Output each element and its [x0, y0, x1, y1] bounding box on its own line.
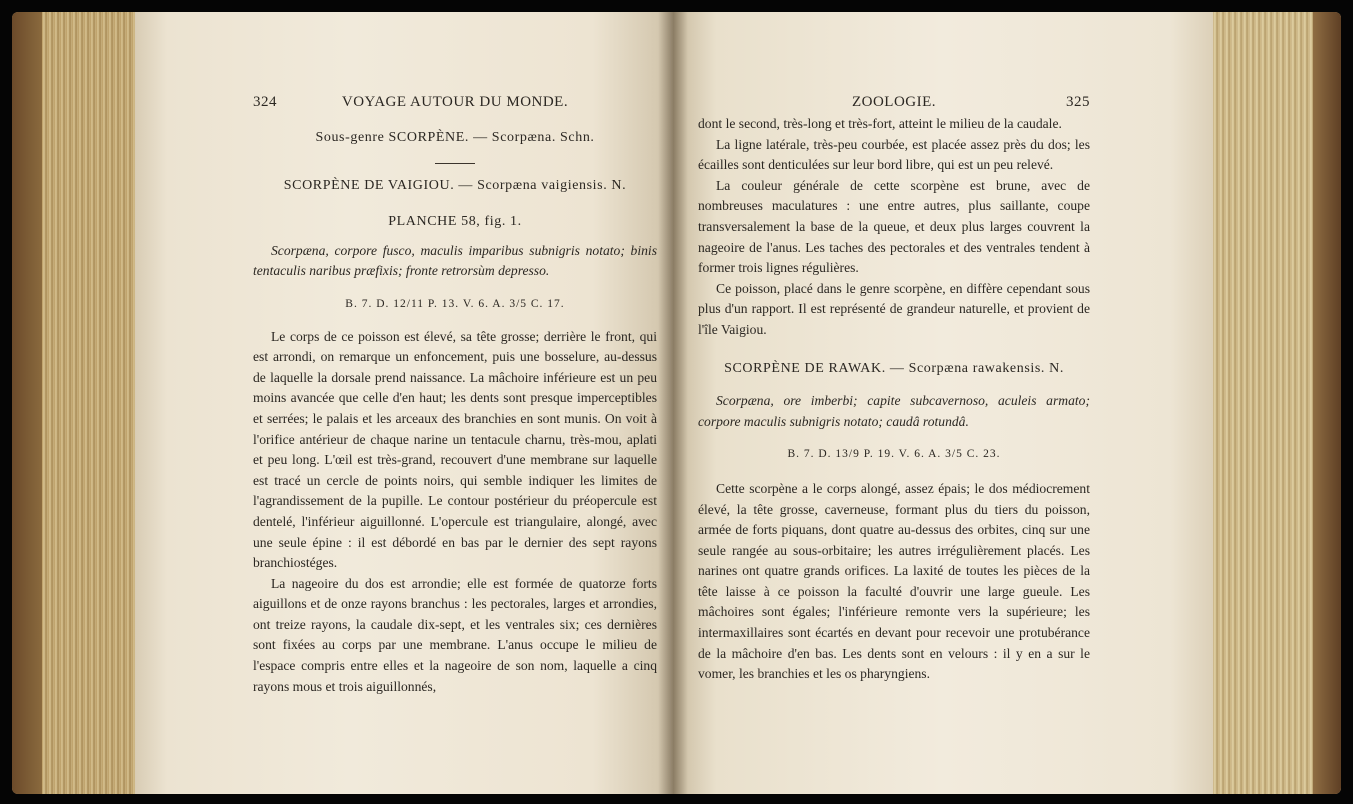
right-page-block-edge	[1201, 12, 1341, 794]
plate-reference: PLANCHE 58, fig. 1.	[388, 214, 522, 230]
right-running-head	[698, 92, 1090, 114]
divider-rule	[435, 163, 475, 164]
paragraph: Ce poisson, placé dans le genre scorpène, en diffère cependant sous plus d'un rapport. Il est représenté de grandeur naturelle, et provient de l'île Vaigiou.	[698, 280, 1090, 337]
paragraph: La couleur générale de cette scorpène est brune, avec de nombreuses maculatures : une entre autres, plus saillante, coupe transversalement la base de la queue, et deux plus larges couvrent la nageoire de l'anus. Les taches des pectorales et des ventrales tendent à former trois lignes régulières.	[698, 177, 1090, 276]
fin-formula-vaigiou: B. 7. D. 12/11 P. 13. V. 6. A. 3/5 C. 17.	[345, 297, 565, 310]
left-page-block-edge	[12, 12, 142, 794]
paragraph: dont le second, très-long et très-fort, atteint le milieu de la caudale.	[698, 116, 1062, 131]
left-page	[135, 12, 673, 794]
species-heading-vaigiou: SCORPÈNE DE VAIGIOU. — Scorpæna vaigiensis. N.	[283, 177, 627, 193]
species-heading-rawak: SCORPÈNE DE RAWAK. — Scorpæna rawakensis. N.	[724, 360, 1064, 376]
latin-diagnosis-rawak: Scorpæna, ore imberbi; capite subcavernoso, aculeis armato; corpore maculis subnigris notato; caudâ rotundâ.	[698, 393, 1090, 429]
left-running-head	[253, 92, 657, 114]
right-page	[673, 12, 1213, 794]
subgenus-heading: Sous-genre SCORPÈNE. — Scorpæna. Schn.	[315, 130, 595, 145]
fin-formula-rawak: B. 7. D. 13/9 P. 19. V. 6. A. 3/5 C. 23.	[787, 448, 1001, 461]
latin-diagnosis-vaigiou: Scorpæna, corpore fusco, maculis imparibus subnigris notato; binis tentaculis naribus præfixis; fronte retrorsùm depresso.	[253, 242, 657, 279]
right-running-title: ZOOLOGIE.	[851, 94, 937, 110]
left-page-number: 324	[253, 94, 277, 110]
paragraph: Cette scorpène a le corps alongé, assez épais; le dos médiocrement élevé, la tête grosse, caverneuse, formant plus du tiers du poisson, armée de forts piquans, dont quatre au-dessus des orbites, cinq sur une seule rangée au sous-orbitaire; les autres irrégulièrement placés. Les narines ont quatre grands orifices. La laxité de toutes les pièces de la tête laisse à ce poisson la faculté d'ouvrir une large gueule. Les mâchoires sont égales; l'inférieure remonte vers la supérieure; les intermaxillaires sont écartés en devant pour recevoir une protubérance de la mâchoire d'en bas. Les dents sont en velours : il y en a sur le vomer, les branchies et les os pharyngiens.	[698, 480, 1090, 682]
left-running-title: VOYAGE AUTOUR DU MONDE.	[341, 94, 569, 110]
left-page-content	[253, 92, 657, 697]
paragraph: La nageoire du dos est arrondie; elle est formée de quatorze forts aiguillons et de onze rayons branchus : les pectorales, larges et arrondies, ont treize rayons, la caudale dix-sept, et les ventrales six; ces dernières sont fixées au corps par une membrane. L'anus occupe le milieu de l'espace compris entre elles et la nageoire de son nom, laquelle a cinq rayons mous et trois aiguillonnés,	[253, 575, 657, 694]
right-page-content	[698, 92, 1090, 685]
right-page-number: 325	[1066, 94, 1090, 110]
book-gutter	[658, 12, 688, 794]
paragraph: La ligne latérale, très-peu courbée, est placée assez près du dos; les écailles sont denticulées sur leur bord libre, qui est un peu relevé.	[698, 136, 1090, 173]
paragraph: Le corps de ce poisson est élevé, sa tête grosse; derrière le front, qui est arrondi, on remarque un enfoncement, puis une bosselure, au-dessus de laquelle la dorsale prend naissance. La mâchoire inférieure est un peu moins avancée que celle d'en haut; les dents sont presque imperceptibles et serrées; le palais et les arceaux des branchies en sont munis. On voit à l'orifice antérieur de chaque narine un tentacule charnu, très-mou, aplati et peu long. L'œil est très-grand, recouvert d'une membrane sur laquelle est tracé un cercle de points noirs, qui semble indiquer les limites de l'agrandissement de la pupille. Le contour postérieur du préopercule est dentelé, l'inférieur aiguillonné. L'opercule est triangulaire, alongé, avec une seule épine : il est débordé en bas par le dernier des sept rayons branchiostéges.	[253, 328, 657, 571]
